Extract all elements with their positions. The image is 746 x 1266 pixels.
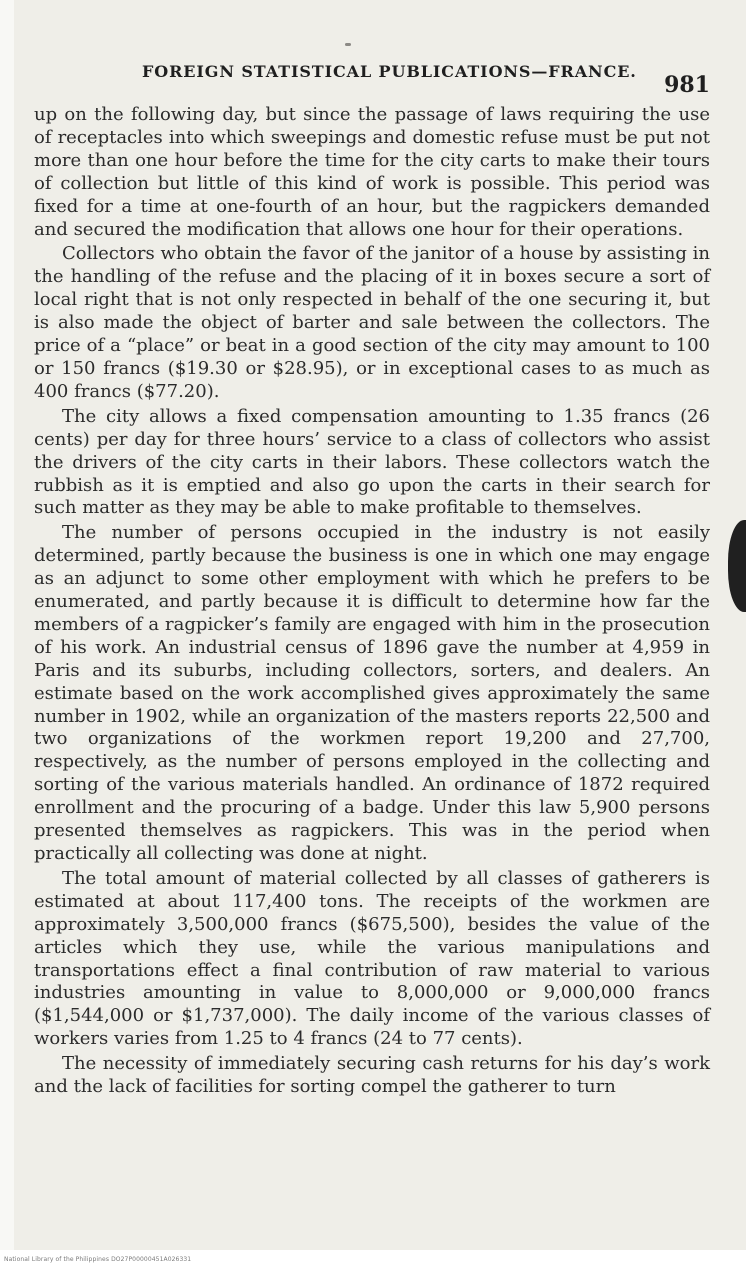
- paragraph: up on the following day, but since the passage of laws requiring the use of receptacles into which sweepings and domestic refuse must be put not more than one hour before the time for the city carts to make their tours of collection but little of this kind of work is possible. This period was fixed for a time at one-fourth of an hour, but the ragpickers demanded and secured the modification that allows one hour for their operations.: [34, 104, 710, 240]
- scan-speck: [345, 43, 351, 46]
- paragraph: The city allows a fixed compensation amounting to 1.35 francs (26 cents) per day for three hours’ service to a class of collectors who assist the drivers of the city carts in their labors. These collectors watch the rubbish as it is emptied and also go upon the carts in their search for such matter as they may be able to make profitable to themselves.: [34, 405, 710, 519]
- paragraph: Collectors who obtain the favor of the janitor of a house by assisting in the handling of the refuse and the placing of it in boxes secure a sort of local right that is not only respected in behalf of the one securing it, but is also made the object of barter and sale between the collectors. The price of a “place” or beat in a good section of the city may amount to 100 or 150 francs ($19.30 or $28.95), or in exceptional cases to as much as 400 francs ($77.20).: [34, 243, 710, 402]
- running-title: FOREIGN STATISTICAL PUBLICATIONS—FRANCE.: [142, 62, 637, 81]
- page-header: [40, 60, 730, 100]
- page-left-margin: [0, 0, 14, 1266]
- footer-strip: [0, 1250, 746, 1266]
- body-text: [34, 104, 710, 1101]
- binding-shadow-mark: [728, 520, 746, 612]
- page-number: 981: [664, 72, 710, 98]
- paragraph: The total amount of material collected by all classes of gatherers is estimated at about 117,400 tons. The receipts of the workmen are approximately 3,500,000 francs ($675,500), besides the value of the articles which they use, while the various manipulations and transportations effect a final contribution of raw material to various industries amounting in value to 8,000,000 or 9,000,000 francs ($1,544,000 or $1,737,000). The daily income of the various classes of workers varies from 1.25 to 4 francs (24 to 77 cents).: [34, 867, 710, 1050]
- paragraph: The necessity of immediately securing cash returns for his day’s work and the lack of facilities for sorting compel the gatherer to turn: [34, 1053, 710, 1098]
- library-credit: National Library of the Philippines DO27P00000451A026331: [4, 1256, 192, 1263]
- paragraph: The number of persons occupied in the industry is not easily determined, partly because the business is one in which one may engage as an adjunct to some other employment with which he prefers to be enumerated, and partly because it is difficult to determine how far the members of a ragpicker’s family are engaged with him in the prosecution of his work. An industrial census of 1896 gave the number at 4,959 in Paris and its suburbs, including collectors, sorters, and dealers. An estimate based on the work accomplished gives approximately the same number in 1902, while an organization of the masters reports 22,500 and two organizations of the workmen report 19,200 and 27,700, respectively, as the number of persons employed in the collecting and sorting of the various materials handled. An ordinance of 1872 required enrollment and the procuring of a badge. Under this law 5,900 persons presented themselves as ragpickers. This was in the period when practically all collecting was done at night.: [34, 522, 710, 864]
